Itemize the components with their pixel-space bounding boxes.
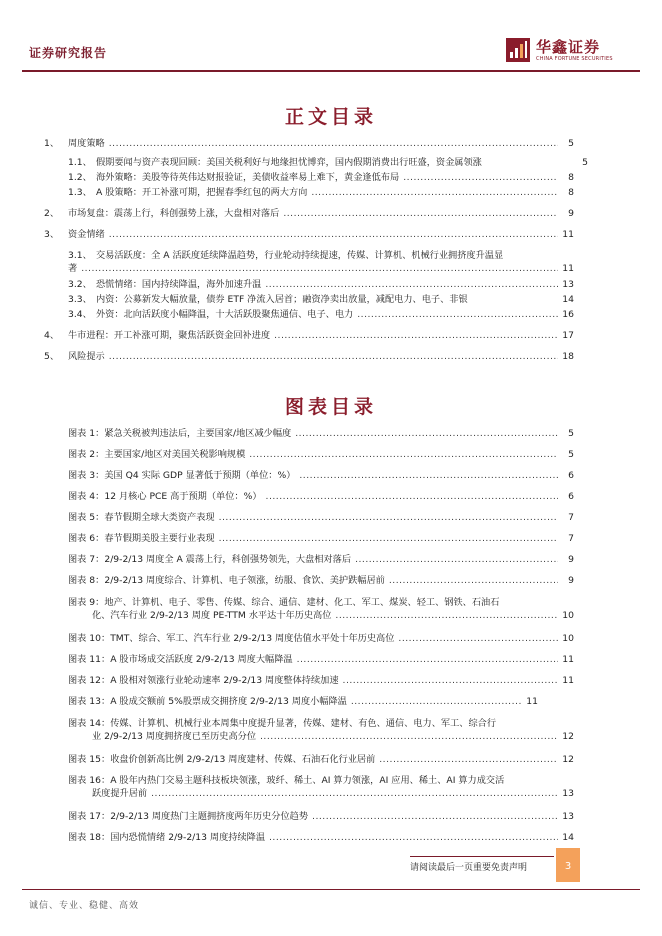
toc-entry-text: 交易活跃度：全 A 活跃度延续降温趋势，行业轮动持续提速，传媒、计算机、机械行业拥挤度升温显 (96, 250, 504, 261)
toc-leader (398, 632, 558, 645)
report-type-label: 证券研究报告 (29, 46, 108, 60)
figure-entry-text: TMT、综合、军工、汽车行业 2/9-2/13 周度估值水平处十年历史高位 (110, 633, 395, 644)
figure-entry-label: 图表 9： (68, 597, 105, 608)
toc-leader (389, 574, 558, 587)
figure-entry-text: 2/9-2/13 周度综合、计算机、电子领涨，纺服、食饮、美护跌幅居前 (104, 575, 385, 586)
toc-entry-text-continued: 著 (68, 263, 78, 274)
toc-leader (265, 278, 558, 291)
toc-entry[interactable] (44, 207, 574, 220)
figure-entry[interactable] (68, 427, 574, 440)
toc-entry-number: 3.1、 (68, 250, 92, 261)
logo-english-name: CHINA FORTUNE SECURITIES (536, 56, 613, 62)
figure-entry-text: 国内恐慌情绪 2/9-2/13 周度持续降温 (110, 832, 266, 843)
figure-entry-label: 图表 10： (68, 633, 111, 644)
toc-entry-number: 2、 (44, 208, 60, 219)
toc-entry[interactable] (44, 228, 574, 241)
figure-entry-text: 2/9-2/13 周度全 A 震荡上行，科创强势领先，大盘相对落后 (104, 554, 352, 565)
figure-entry-label: 图表 6： (68, 533, 105, 544)
toc-entry[interactable] (68, 293, 574, 306)
figure-entry-label: 图表 11： (68, 654, 111, 665)
figure-entry[interactable] (68, 831, 574, 844)
toc-entry-page: 13 (562, 279, 574, 290)
figure-entry-text: A 股相对领涨行业轮动速率 2/9-2/13 周度整体持续加速 (110, 675, 339, 686)
toc-entry[interactable] (68, 308, 574, 321)
figure-entry[interactable] (68, 511, 574, 524)
figure-entry-page: 11 (562, 654, 574, 665)
figure-entry-label: 图表 15： (68, 754, 111, 765)
figure-entry-text: 收盘价创新高比例 2/9-2/13 周度建材、传媒、石油石化行业居前 (110, 754, 376, 765)
toc-entry-text: 假期要闻与资产表现回顾：美国关税利好与地缘担忧博弈，国内假期消费出行旺盛，资金属领涨 (96, 157, 482, 168)
toc-leader (109, 137, 558, 150)
toc-entry-text: 内资：公募新发大幅放量，债券 ETF 净流入居首；融资净卖出放量，减配电力、电子、非银 (96, 294, 468, 305)
toc-entry-number: 1.1、 (68, 157, 92, 168)
figure-entry[interactable] (68, 448, 574, 461)
figure-entry-page: 6 (568, 470, 574, 481)
figure-entry-text: 紧急关税被判违法后，主要国家/地区减少幅度 (104, 428, 292, 439)
figure-entry[interactable] (68, 632, 574, 645)
footer-divider (22, 889, 640, 890)
figure-entry-page: 11 (526, 696, 538, 707)
figure-entry-page: 12 (562, 731, 574, 742)
figure-entry-page: 9 (568, 575, 574, 586)
figure-entry-label: 图表 16： (68, 775, 111, 786)
toc-leader (260, 730, 558, 743)
logo-mark-icon (506, 38, 530, 62)
figure-entry-label: 图表 5： (68, 512, 105, 523)
figure-entry-text: 12 月核心 PCE 高于预期（单位：%） (104, 491, 262, 502)
toc-leader (357, 308, 558, 321)
figure-entry-label: 图表 1： (68, 428, 105, 439)
figure-entry[interactable] (68, 774, 588, 800)
toc-leader (299, 469, 558, 482)
header-divider (22, 70, 640, 72)
toc-entry-page: 16 (562, 309, 574, 320)
figure-entry-page: 11 (562, 675, 574, 686)
toc-entry-page: 5 (568, 138, 574, 149)
figure-entry[interactable] (68, 469, 574, 482)
toc-entry-number: 1.2、 (68, 172, 92, 183)
toc-leader (355, 553, 558, 566)
figure-entry-page: 5 (568, 449, 574, 460)
disclaimer-notice: 请阅读最后一页重要免责声明 (410, 856, 554, 879)
figure-entry-text: A 股成交额前 5%股票成交拥挤度 2/9-2/13 周度小幅降温 (110, 696, 347, 707)
figure-entry[interactable] (68, 674, 574, 687)
figure-entry-label: 图表 7： (68, 554, 105, 565)
toc-entry-number: 1.3、 (68, 187, 92, 198)
toc-leader (274, 329, 558, 342)
toc-leader (312, 810, 558, 823)
figure-entry[interactable] (68, 553, 574, 566)
toc-entry-number: 4、 (44, 330, 60, 341)
toc-entry[interactable] (68, 156, 588, 169)
figure-entry-label: 图表 8： (68, 575, 105, 586)
toc-entry-page: 5 (582, 157, 588, 168)
figure-entry[interactable] (68, 653, 574, 666)
figure-entry-page: 7 (568, 533, 574, 544)
figure-entry-page: 7 (568, 512, 574, 523)
figure-entry[interactable] (68, 695, 538, 708)
toc-title: 正文目录 (284, 106, 377, 128)
toc-entry-number: 5、 (44, 351, 60, 362)
toc-leader (379, 753, 558, 766)
figure-entry-text-continued: 化、汽车行业 2/9-2/13 周度 PE-TTM 水平达十年历史高位 (92, 610, 332, 621)
figure-entry-text: 美国 Q4 实际 GDP 显著低于预期（单位：%） (104, 470, 296, 481)
toc-entry-number: 3.3、 (68, 294, 92, 305)
figure-entry-label: 图表 18： (68, 832, 111, 843)
toc-entry[interactable] (68, 278, 574, 291)
toc-leader (297, 653, 558, 666)
toc-entry[interactable] (68, 171, 574, 184)
figure-entry-page: 5 (568, 428, 574, 439)
toc-entry-text: 牛市进程：开工补涨可期，聚焦活跃资金回补进度 (68, 330, 271, 341)
toc-entry[interactable] (68, 186, 574, 199)
toc-leader (311, 186, 558, 199)
figure-entry[interactable] (68, 717, 588, 743)
toc-entry-number: 1、 (44, 138, 60, 149)
toc-leader (151, 787, 558, 800)
figure-entry[interactable] (68, 596, 588, 622)
toc-leader (335, 609, 558, 622)
footer-slogan: 诚信、专业、稳健、高效 (29, 901, 140, 911)
toc-leader (81, 262, 558, 275)
figure-entry-text: A 股年内热门交易主题科技板块领涨，玻纤、稀土、AI 算力领涨，AI 应用、稀土、AI 算力成交活 (110, 775, 505, 786)
figure-entry[interactable] (68, 532, 574, 545)
figure-entry[interactable] (68, 753, 574, 766)
toc-entry[interactable] (44, 350, 574, 363)
toc-entry-text: 资金情绪 (68, 229, 105, 240)
toc-entry-page: 11 (562, 263, 574, 274)
toc-entry-text: A 股策略：开工补涨可期，把握春季红包的两大方向 (96, 187, 308, 198)
figure-entry-page: 9 (568, 554, 574, 565)
figure-entry-label: 图表 13： (68, 696, 111, 707)
figure-entry-label: 图表 14： (68, 718, 111, 729)
figure-entry-page: 13 (562, 788, 574, 799)
figure-entry-page: 14 (562, 832, 574, 843)
toc-leader (283, 207, 558, 220)
toc-leader (403, 171, 558, 184)
figure-entry-label: 图表 4： (68, 491, 105, 502)
toc-entry-page: 18 (562, 351, 574, 362)
figure-entry-text-continued: 跃度提升居前 (92, 788, 148, 799)
toc-leader (295, 427, 558, 440)
toc-entry-text: 周度策略 (68, 138, 105, 149)
toc-entry-page: 14 (562, 294, 574, 305)
toc-leader (351, 695, 522, 708)
toc-entry[interactable] (44, 137, 574, 150)
figure-entry-text: 春节假期全球大类资产表现 (104, 512, 215, 523)
toc-entry[interactable] (68, 249, 588, 275)
toc-leader (266, 490, 558, 503)
figure-entry-text-continued: 业 2/9-2/13 周度拥挤度已至历史高分位 (92, 731, 257, 742)
figure-entry-label: 图表 12： (68, 675, 111, 686)
toc-entry-text: 市场复盘：震荡上行，科创强势上涨，大盘相对落后 (68, 208, 280, 219)
figure-entry-page: 10 (562, 633, 574, 644)
logo-chinese-name: 华鑫证券 (536, 38, 601, 56)
page-number: 3 (556, 848, 580, 882)
figure-entry-text: 地产、计算机、电子、零售、传媒、综合、通信、建材、化工、军工、煤炭、轻工、钢铁、石油石 (104, 597, 500, 608)
figure-entry-label: 图表 2： (68, 449, 105, 460)
figure-entry-page: 6 (568, 491, 574, 502)
figure-entry-text: A 股市场成交活跃度 2/9-2/13 周度大幅降温 (110, 654, 293, 665)
figure-entry-label: 图表 17： (68, 811, 111, 822)
toc-leader (343, 674, 558, 687)
figure-entry-page: 12 (562, 754, 574, 765)
figure-entry-text: 2/9-2/13 周度热门主题拥挤度两年历史分位趋势 (110, 811, 309, 822)
brand-logo (506, 38, 636, 68)
figure-entry[interactable] (68, 490, 574, 503)
figure-entry-page: 10 (562, 610, 574, 621)
toc-entry-page: 8 (568, 187, 574, 198)
figure-entry-label: 图表 3： (68, 470, 105, 481)
toc-leader (249, 448, 558, 461)
toc-leader (219, 511, 558, 524)
toc-leader (109, 228, 558, 241)
toc-entry-number: 3、 (44, 229, 60, 240)
toc-entry-number: 3.4、 (68, 309, 92, 320)
toc-entry-page: 8 (568, 172, 574, 183)
toc-leader (109, 350, 558, 363)
toc-entry-text: 外资：北向活跃度小幅降温，十大活跃股聚焦通信、电子、电力 (96, 309, 354, 320)
toc-entry-text: 海外策略：美股等待英伟达财报验证，美债收益率易上难下，黄金逢低布局 (96, 172, 400, 183)
toc-entry-page: 17 (562, 330, 574, 341)
figure-entry-text: 传媒、计算机、机械行业本周集中度提升显著，传媒、建材、有色、通信、电力、军工、综合行 (110, 718, 497, 729)
toc-entry-text: 风险提示 (68, 351, 105, 362)
toc-entry-text: 恐慌情绪：国内持续降温，海外加速升温 (96, 279, 262, 290)
toc-entry[interactable] (44, 329, 574, 342)
toc-entry-page: 11 (562, 229, 574, 240)
figure-entry[interactable] (68, 810, 574, 823)
figure-entry-page: 13 (562, 811, 574, 822)
figure-entry-text: 主要国家/地区对美国关税影响规模 (104, 449, 246, 460)
figures-title: 图表目录 (284, 396, 377, 418)
figure-entry-text: 春节假期美股主要行业表现 (104, 533, 215, 544)
figure-entry[interactable] (68, 574, 574, 587)
toc-leader (269, 831, 558, 844)
toc-entry-number: 3.2、 (68, 279, 92, 290)
toc-leader (219, 532, 558, 545)
toc-entry-page: 9 (568, 208, 574, 219)
